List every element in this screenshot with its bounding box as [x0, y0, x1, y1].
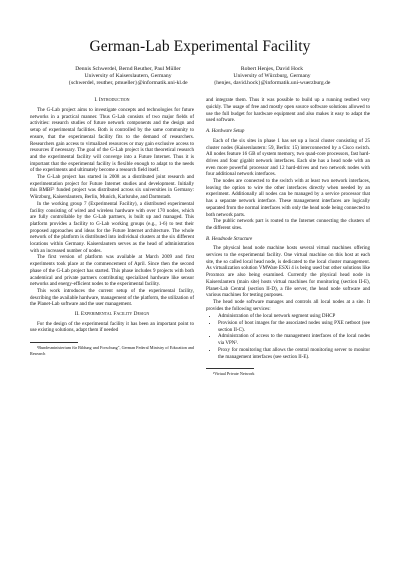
two-column-body	[30, 97, 370, 377]
paragraph: The physical head node machine hosts several virtual machines offering services to the experimental facility. One virtual machine on this host at each site, the so called local head node, is dedicated to the local cluster management. As virtualization solution VMWare ESXi 4 is being used but other solutions like Proxmox are also being examined. Currently the physical head node in Kaiserslautern (main site) hosts virtual machines for monitoring (section II-E), Planet-Lab Central (section II-D), a file server, the head node software and various machines for testing purposes.	[206, 245, 370, 299]
paragraph: The public network part is routed to the Internet connecting the clusters of the different sites.	[206, 218, 370, 231]
paragraph: The nodes are connected to the switch with at least two network interfaces, leaving the option to wire the other interfaces directly when needed by an experiment. Additionally all nodes can be managed by a service processor that has a separate network interface. These management interfaces are logically separated from the normal interfaces with only the head node being connected to both network parts.	[206, 178, 370, 218]
paragraph: Each of the six sites in phase 1 has set up a local cluster consisting of 25 cluster nodes (Kaiserslautern: 59, Berlin: 15) interconnected by a Cisco switch. All nodes feature 16 GB of system memory, two quad-core processors, fast hard-drives and four gigabit network interfaces. Each site has a head node with an even more powerful processor and 12 hard-drives and two network nodes with four additional network interfaces.	[206, 137, 370, 178]
paragraph: This work introduces the current setup of the experimental facility, describing the available hardware, management of the platform, the utilization of the Planet-Lab software and the user management.	[30, 287, 194, 308]
right-column	[206, 97, 370, 377]
subsection-heading-hardware: A. Hardware Setup	[206, 128, 245, 135]
author-group-wuerzburg	[200, 66, 344, 87]
list-item: • Administration of access to the management interfaces of the local nodes via VPN².	[218, 333, 370, 346]
footnote: ¹Bundesministerium für Bildung und Forschung", German Federal Ministry of Education and Research	[30, 345, 194, 356]
paragraph: The head node software manages and controls all local nodes at a site. It provides the following services:	[206, 298, 370, 312]
left-column	[30, 97, 194, 377]
paragraph: In the working group 7 (Experimental Facility), a distributed experimental facility consisting of wired and wireless hardware with over 170 nodes, which are fully controllable by the G-Lab partners, is built up and managed. This platform provides a facility to G-Lab working groups (e.g., 1-6) to test their proposed approaches and ideas for the Future Internet architecture. The whole network of the platform is distributed into individual clusters at the six different locations within Germany. Kaiserslautern serves as the head of administration with an increased number of nodes.	[30, 200, 194, 254]
footnote-divider	[206, 368, 254, 369]
author-names: Dennis Schwerdel, Bernd Reuther, Paul Müller	[75, 66, 181, 72]
author-affiliation: University of Würzburg, Germany	[233, 73, 311, 80]
paragraph: The first version of platform was available at March 2009 and first experiments took place at the commencement of April. Since then the second phase of the G-Lab project has started. This phase includes 9 projects with both academical and private partners contributing specialized hardware like sensor networks and energy-efficient nodes to the experimental facility.	[30, 254, 194, 288]
list-item: • Provision of boot images for the associated nodes using PXE netboot (see section II-C).	[218, 320, 370, 333]
paragraph: For the design of the experimental facility it has been an important point to use existing solutions, adapt them if needed	[30, 320, 194, 334]
footnote-divider	[30, 342, 78, 343]
section-heading-introduction: I. Introduction	[94, 97, 130, 104]
author-group-kaiserslautern	[56, 66, 200, 87]
paragraph: The G-Lab project has started in 2008 as a distributed joint research and experimentation project for Future Internet studies and development. Initially this BMBF¹ funded project was distributed across six universities in Germany: Würzburg, Kaiserslautern, Berlin, Munich, Karlsruhe, and Darmstadt.	[30, 174, 194, 201]
footnote: ²Virtual Private Network	[213, 371, 255, 377]
list-item: • Administration of the local network segment using DHCP	[218, 313, 370, 320]
author-names: Robert Henjes, David Hock	[240, 66, 304, 72]
author-email: {henjes, david.hock}@informatik.uni-wuerzburg.de	[213, 80, 331, 87]
paragraph: The G-Lab project aims to investigate concepts and technologies for future networks in a practical manner. Thus G-Lab consists of two major fields of activities: research studies of future network components and the design and setup of experimental facilities. Both is controlled by the same community to ensure, that the experimental facility fits to the demand of researchers. Researchers gain access to virtualized resources or may gain exclusive access to resources if necessary. The goal of the G-Lab project is that theoretical research and the experimental facility will converge into a Future Internet. Thus it is important that the experimental facility is flexible enough to adapt to the needs of the experiments and ultimately become a research field itself.	[30, 106, 194, 174]
paragraph: and integrate them. Thus it was possible to build up a running testbed very quickly. The usage of free and mostly open source software solutions allowed to use the full budget for hardware equipment and also makes it easy to adapt the used software.	[206, 97, 370, 124]
paper-title: German-Lab Experimental Facility	[89, 38, 311, 55]
subsection-heading-headnode: B. Headnode Structure	[206, 235, 253, 242]
author-affiliation: University of Kaiserslautern, Germany	[84, 73, 172, 80]
section-heading-design: II. Experimental Facility Design	[74, 311, 150, 318]
author-block-row	[30, 66, 370, 87]
list-item: • Proxy for monitoring that allows the central monitoring server to monitor the management interfaces (see section II-E).	[218, 347, 370, 360]
author-email: {schwerdel, reuther, pmueller}@informatik.uni-kl.de	[68, 80, 188, 87]
service-list	[206, 313, 370, 360]
